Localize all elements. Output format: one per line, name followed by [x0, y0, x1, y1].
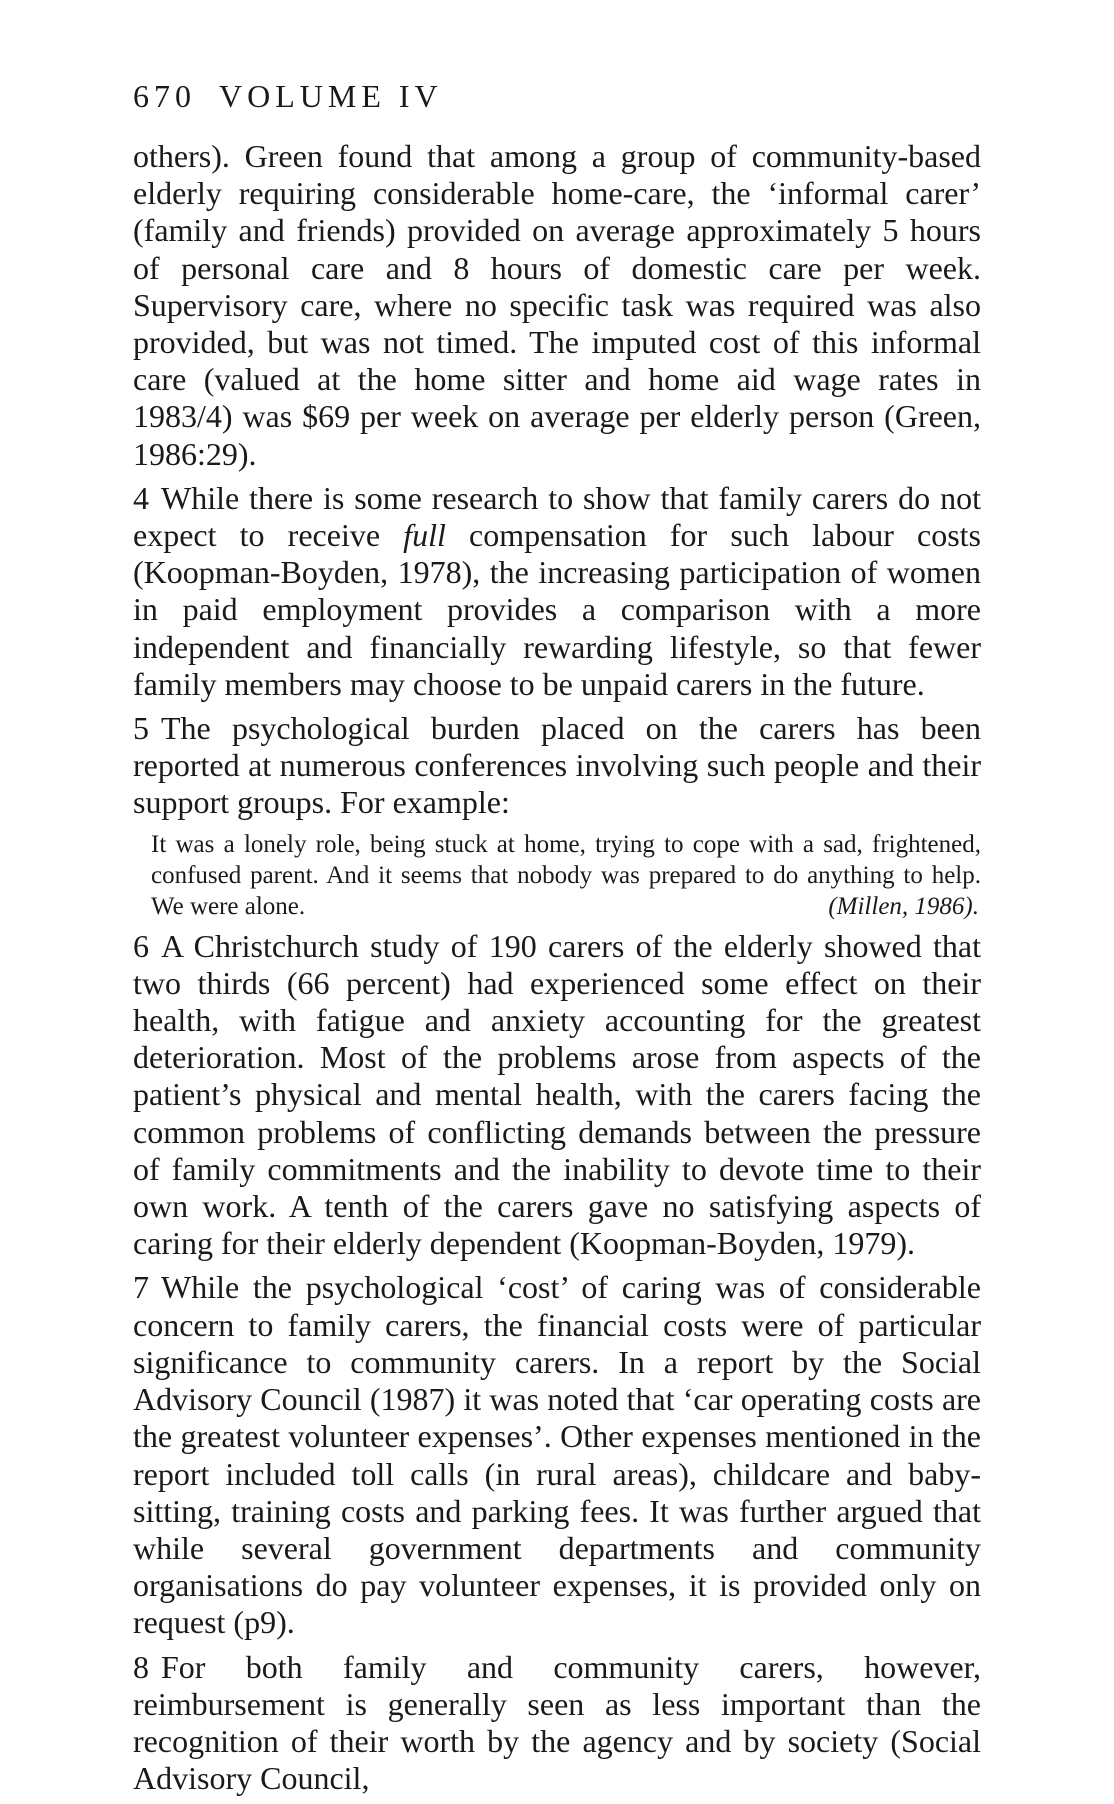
running-title: VOLUME IV	[219, 78, 443, 114]
paragraph-text: While the psychological ‘cost’ of caring was of considerable concern to family carers, the financial costs were of particular significance to community carers. In a report by the Social Advisory Council (1987) it was noted that ‘car operating costs are the greatest volunteer expenses’. Other expenses mentioned in the report included toll calls (in rural areas), childcare and baby-sitting, training costs and parking fees. It was further argued that while several government departments and community organisations do pay volunteer expenses, it is provided only on request (p9).	[133, 1269, 981, 1641]
paragraph-number: 4	[133, 479, 149, 516]
emphasis-text: full	[403, 517, 446, 554]
paragraph-5	[133, 710, 981, 822]
paragraph-text: For both family and community carers, however, reimbursement is generally seen as less important than the recognition of their worth by the agency and by society (Social Advisory Council,	[133, 1648, 981, 1797]
paragraph-3-continued: others). Green found that among a group of community-based elderly requiring considerable home-care, the ‘informal carer’ (family and friends) provided on average approximately 5 hours of personal care and 8 hours of domestic care per week. Supervisory care, where no specific task was required was also provided, but was not timed. The imputed cost of this informal care (valued at the home sitter and home aid wage rates in 1983/4) was $69 per week on average per elderly person (Green, 1986:29).	[133, 138, 981, 472]
page-number: 670	[133, 78, 196, 114]
quote-text: It was a lonely role, being stuck at home, trying to cope with a sad, frightened, confused parent. And it seems that nobody was prepared to do anything to help. We were alone.	[151, 830, 981, 920]
running-header	[133, 78, 443, 115]
paragraph-text: compensation for such labour costs (Koopman-Boyden, 1978), the increasing participation of women in paid employment provides a comparison with a more independent and financially rewarding lifestyle, so that fewer family members may choose to be unpaid carers in the future.	[133, 517, 981, 702]
paragraph-number: 5	[133, 710, 149, 747]
paragraph-4	[133, 480, 981, 703]
paragraph-text: While there is some research to show that family carers do not expect to receive	[133, 479, 981, 554]
body-text	[133, 138, 981, 1804]
paragraph-7	[133, 1269, 981, 1641]
paragraph-number: 7	[133, 1269, 149, 1306]
paragraph-text: The psychological burden placed on the carers has been reported at numerous conferences involving such people and their support groups. For example:	[133, 710, 981, 821]
paragraph-text: A Christchurch study of 190 carers of the elderly showed that two thirds (66 percent) had experienced some effect on their health, with fatigue and anxiety accounting for the greatest deterioration. Most of the problems arose from aspects of the patient’s physical and mental health, with the carers facing the common problems of conflicting demands between the pressure of family commitments and the inability to devote time to their own work. A tenth of the carers gave no satisfying aspects of caring for their elderly dependent (Koopman-Boyden, 1979).	[133, 927, 981, 1262]
paragraph-number: 6	[133, 927, 149, 964]
paragraph-6	[133, 928, 981, 1263]
block-quote	[133, 829, 981, 922]
quote-citation: (Millen, 1986).	[828, 892, 979, 920]
paragraph-number: 8	[133, 1648, 149, 1685]
paragraph-8	[133, 1649, 981, 1798]
